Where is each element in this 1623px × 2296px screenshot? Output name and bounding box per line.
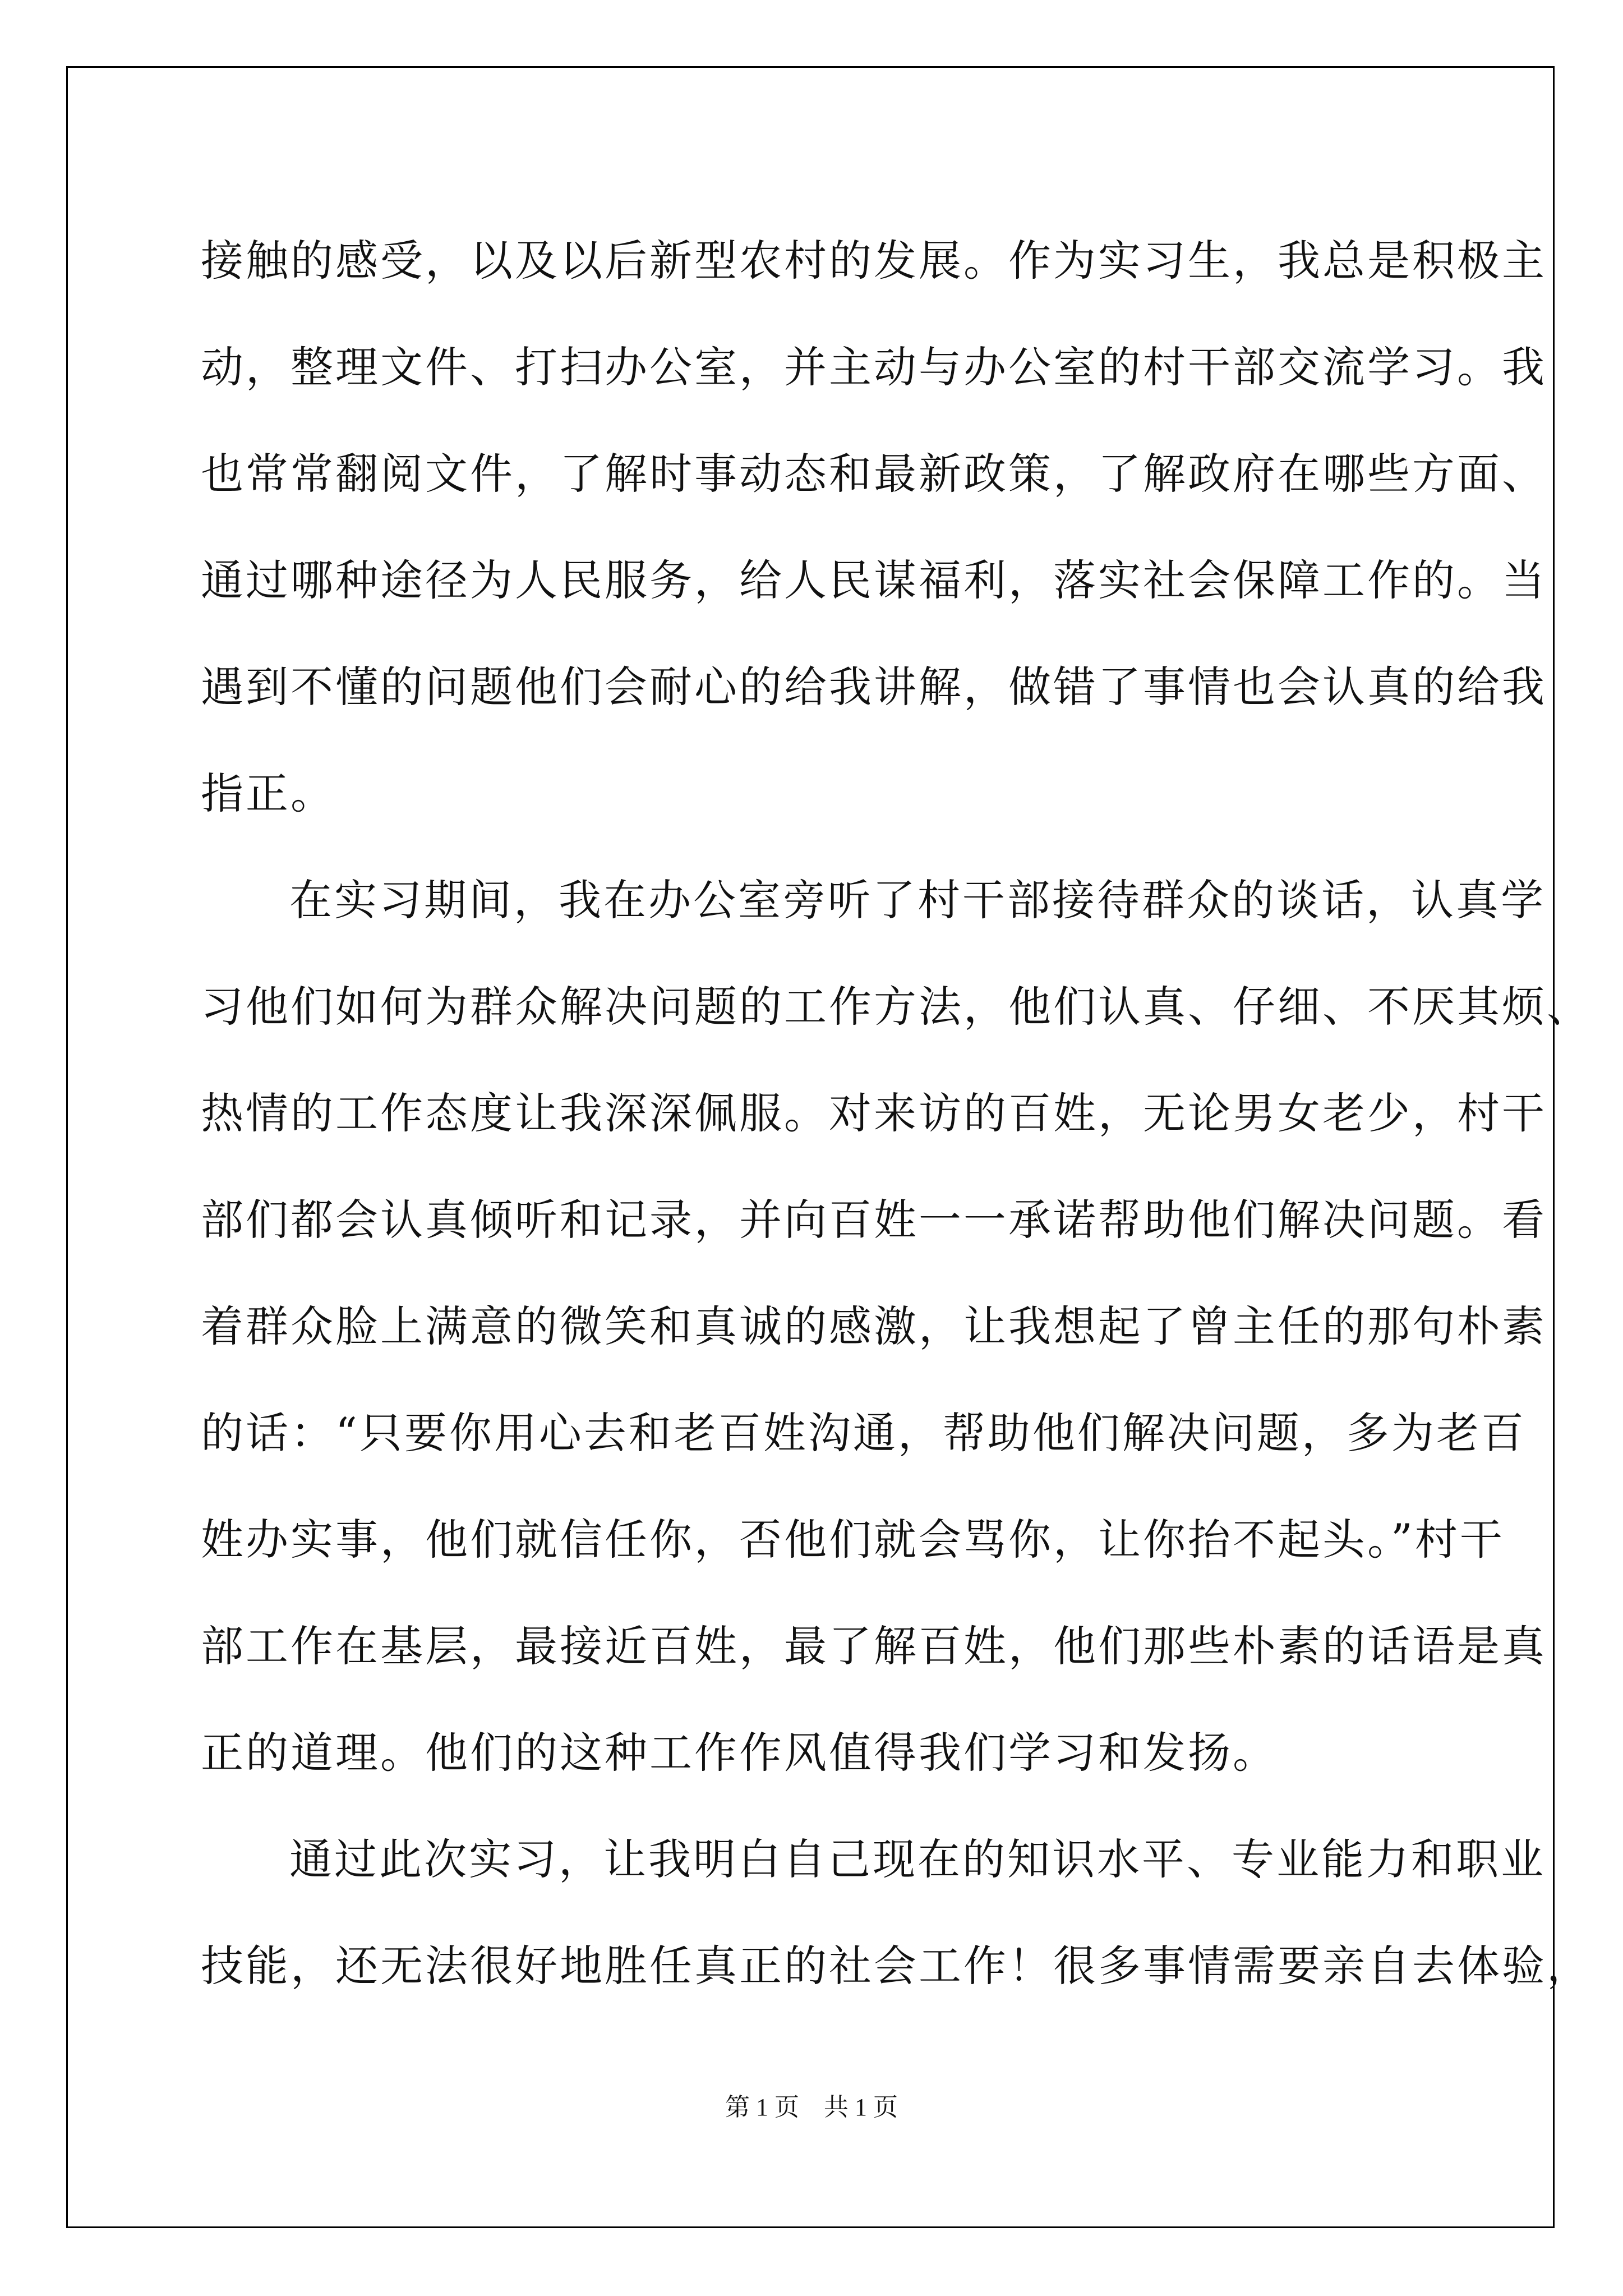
document-body (201, 208, 1592, 2019)
text-line: 接触的感受，以及以后新型农村的发展。作为实习生，我总是积极主 (201, 236, 1547, 286)
text-line: 也常常翻阅文件，了解时事动态和最新政策，了解政府在哪些方面、 (201, 449, 1547, 499)
paragraph-start-line: 在实习期间，我在办公室旁听了村干部接待群众的谈话，认真学 (289, 875, 1546, 925)
text-line: 的话：“只要你用心去和老百姓沟通，帮助他们解决问题，多为老百 (201, 1408, 1526, 1458)
text-line: 部们都会认真倾听和记录，并向百姓一一承诺帮助他们解决问题。看 (201, 1195, 1547, 1245)
page-footer: 第 1 页 共 1 页 (725, 2093, 898, 2121)
text-line: 指正。 (201, 769, 335, 818)
text-line: 遇到不懂的问题他们会耐心的给我讲解，做错了事情也会认真的给我 (201, 662, 1547, 712)
text-line: 着群众脸上满意的微笑和真诚的感激，让我想起了曾主任的那句朴素 (201, 1301, 1547, 1351)
text-line: 姓办实事，他们就信任你，否他们就会骂你，让你抬不起头。”村干 (201, 1515, 1505, 1565)
text-line: 动，整理文件、打扫办公室，并主动与办公室的村干部交流学习。我 (201, 342, 1547, 392)
text-line: 技能，还无法很好地胜任真正的社会工作！很多事情需要亲自去体验， (201, 1941, 1592, 1991)
paragraph-start-line: 通过此次实习，让我明白自己现在的知识水平、专业能力和职业 (289, 1834, 1546, 1884)
text-line: 习他们如何为群众解决问题的工作方法，他们认真、仔细、不厌其烦、 (201, 982, 1592, 1032)
text-line: 热情的工作态度让我深深佩服。对来访的百姓，无论男女老少，村干 (201, 1088, 1547, 1138)
text-line: 通过哪种途径为人民服务，给人民谋福利，落实社会保障工作的。当 (201, 555, 1547, 605)
text-line: 部工作在基层，最接近百姓，最了解百姓，他们那些朴素的话语是真 (201, 1621, 1547, 1671)
text-line: 正的道理。他们的这种工作作风值得我们学习和发扬。 (201, 1728, 1278, 1778)
